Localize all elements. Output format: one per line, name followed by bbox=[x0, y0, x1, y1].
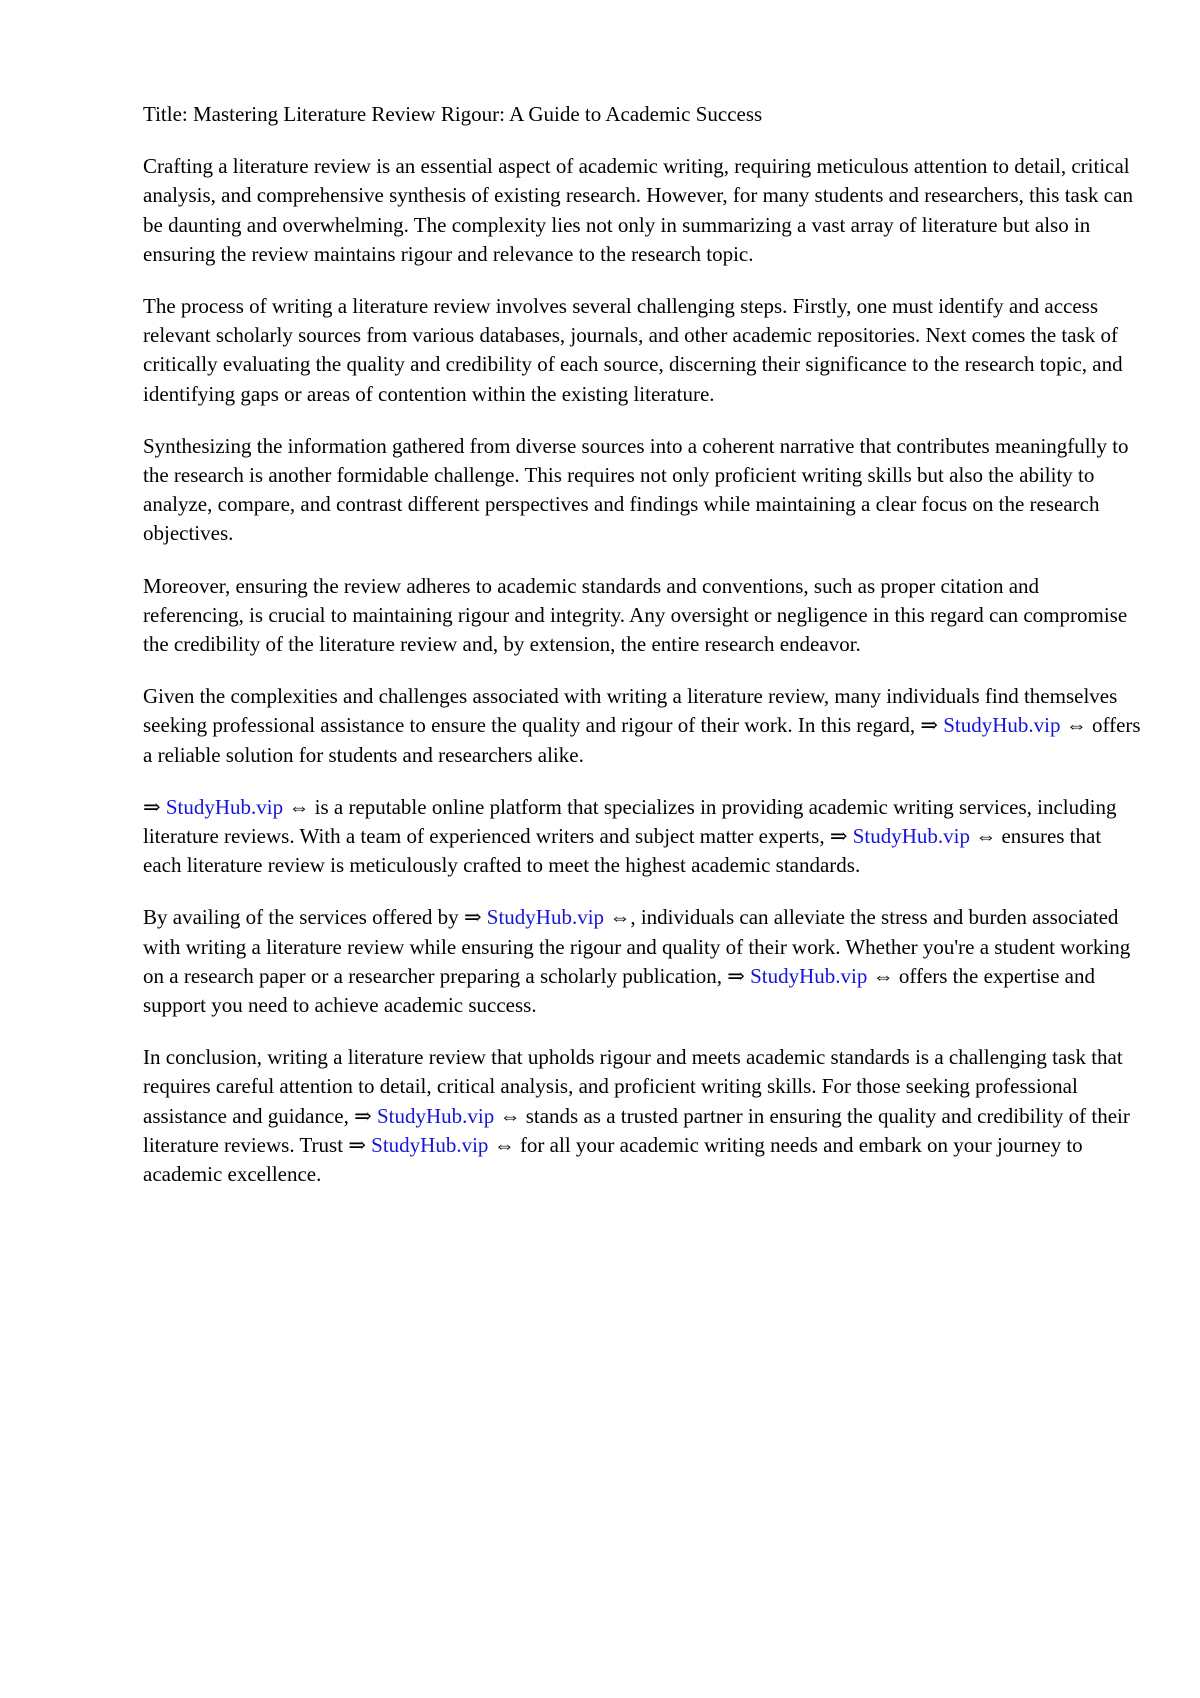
arrow-right-glyph: ⇔ bbox=[499, 1103, 521, 1128]
paragraph-5 bbox=[143, 682, 1143, 770]
arrow-right-glyph: ⇔ bbox=[1065, 713, 1087, 738]
studyhub-link[interactable]: StudyHub.vip bbox=[852, 824, 970, 849]
paragraph-6-text-c: ensures that each literature review is meticulously crafted to meet the highest academic standards. bbox=[143, 824, 1102, 878]
paragraph-8-text-a: In conclusion, writing a literature review that upholds rigour and meets academic standards is a challenging task that requires careful attention to detail, critical analysis, and proficient writing skills. For those seeking professional assistance and guidance, bbox=[143, 1045, 1123, 1128]
arrow-right-glyph: ⇔ bbox=[609, 905, 631, 930]
paragraph-3: Synthesizing the information gathered from diverse sources into a coherent narrative that contributes meaningfully to the research is another formidable challenge. This requires not only proficient writing skills but also the ability to analyze, compare, and contrast different perspectives and findings while maintaining a clear focus on the research objectives. bbox=[143, 433, 1129, 546]
studyhub-link[interactable]: StudyHub.vip bbox=[486, 905, 605, 930]
paragraph-8-text-c: for all your academic writing needs and embark on your journey to academic excellence. bbox=[143, 1132, 1083, 1187]
arrow-left-glyph: ⇒ bbox=[143, 794, 161, 819]
paragraph-8-text-b: stands as a trusted partner in ensuring the quality and credibility of their literature reviews. Trust bbox=[143, 1103, 1130, 1157]
paragraph-7 bbox=[143, 903, 1143, 1020]
paragraph-6 bbox=[143, 793, 1143, 881]
paragraph-7-text-a: By availing of the services offered by bbox=[143, 905, 464, 930]
paragraph-8 bbox=[143, 1043, 1143, 1189]
paragraph-7-text-c: offers the expertise and support you need to achieve academic success. bbox=[143, 963, 1095, 1018]
studyhub-link[interactable]: StudyHub.vip bbox=[371, 1132, 489, 1157]
studyhub-link[interactable]: StudyHub.vip bbox=[376, 1103, 495, 1128]
studyhub-link[interactable]: StudyHub.vip bbox=[750, 963, 868, 988]
paragraph-5-text-a: Given the complexities and challenges associated with writing a literature review, many individuals find themselves seeking professional assistance to ensure the quality and rigour of their work. In this regard, bbox=[143, 684, 1118, 738]
document-title: Title: Mastering Literature Review Rigour: A Guide to Academic Success bbox=[143, 102, 763, 126]
studyhub-link[interactable]: StudyHub.vip bbox=[165, 794, 284, 819]
paragraph-4: Moreover, ensuring the review adheres to academic standards and conventions, such as proper citation and referencing, is crucial to maintaining rigour and integrity. Any oversight or negligence in this regard can compromise the credibility of the literature review and, by extension, the entire research endeavor. bbox=[143, 573, 1128, 657]
arrow-left-glyph: ⇒ bbox=[727, 963, 745, 988]
document-page bbox=[143, 100, 1143, 1212]
arrow-left-glyph: ⇒ bbox=[463, 905, 482, 930]
paragraph-2: The process of writing a literature review involves several challenging steps. Firstly, one must identify and access relevant scholarly sources from various databases, journals, and other academic repositories. Next comes the task of critically evaluating the quality and credibility of each source, discerning their significance to the research topic, and identifying gaps or areas of contention within the existing literature. bbox=[143, 294, 1123, 406]
arrow-right-glyph: ⇔ bbox=[975, 824, 997, 849]
paragraph-5-text-b: offers a reliable solution for students and researchers alike. bbox=[143, 713, 1141, 767]
studyhub-link[interactable]: StudyHub.vip bbox=[943, 713, 1061, 738]
paragraph-1: Crafting a literature review is an essential aspect of academic writing, requiring meticulous attention to detail, critical analysis, and comprehensive synthesis of existing research. However, for many students and researchers, this task can be daunting and overwhelming. The complexity lies not only in summarizing a vast array of literature but also in ensuring the review maintains rigour and relevance to the research topic. bbox=[143, 154, 1133, 266]
arrow-right-glyph: ⇔ bbox=[288, 794, 310, 819]
arrow-left-glyph: ⇒ bbox=[354, 1103, 372, 1128]
arrow-left-glyph: ⇒ bbox=[829, 824, 848, 849]
paragraph-7-text-b: , individuals can alleviate the stress and burden associated with writing a literature review while ensuring the rigour and quality of their work. Whether you're a student working on a research paper or a researcher preparing a scholarly publication, bbox=[143, 905, 1131, 988]
arrow-right-glyph: ⇔ bbox=[493, 1132, 515, 1157]
arrow-left-glyph: ⇒ bbox=[920, 713, 938, 738]
arrow-right-glyph: ⇔ bbox=[872, 963, 894, 988]
paragraph-6-text-b: is a reputable online platform that specializes in providing academic writing services, including literature reviews. With a team of experienced writers and subject matter experts, bbox=[143, 794, 1117, 849]
arrow-left-glyph: ⇒ bbox=[348, 1132, 366, 1157]
